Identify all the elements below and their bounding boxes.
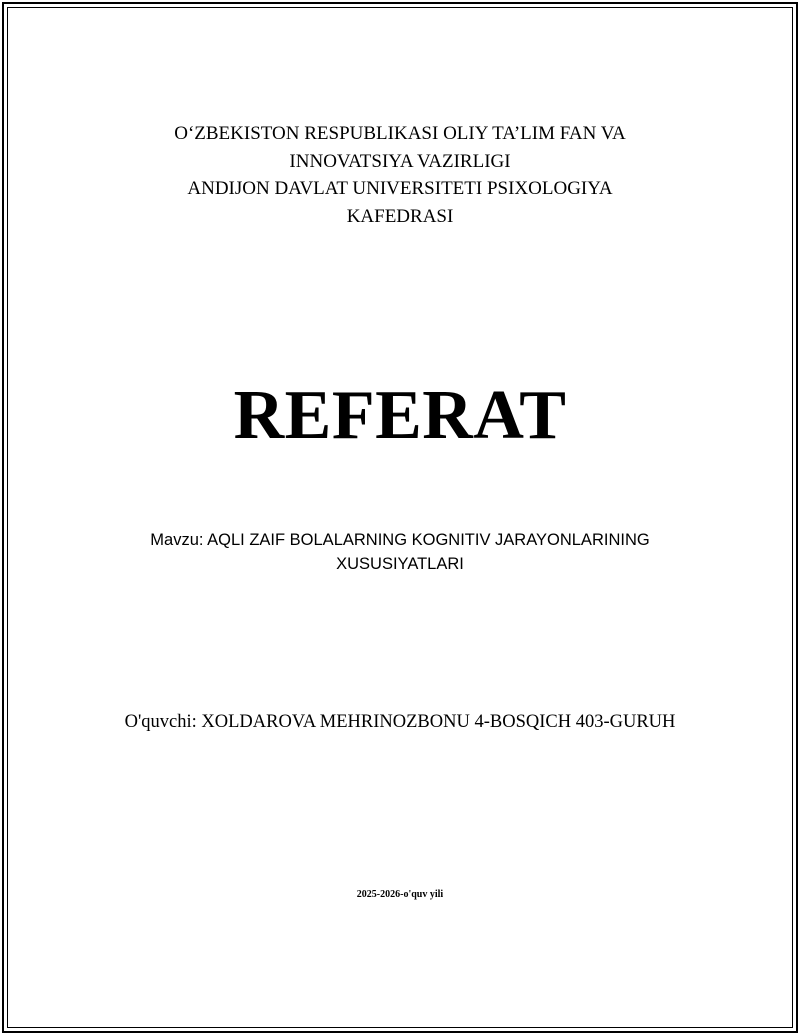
institution-header — [0, 120, 800, 230]
academic-year: 2025-2026-o'quv yili — [356, 889, 444, 900]
header-line: O‘ZBEKISTON RESPUBLIKASI OLIY TA’LIM FAN VA — [174, 123, 626, 144]
topic-line: XUSUSIYATLARI — [336, 555, 464, 573]
header-line: ANDIJON DAVLAT UNIVERSITETI PSIXOLOGIYA — [187, 178, 613, 199]
topic-line: Mavzu: AQLI ZAIF BOLALARNING KOGNITIV JARAYONLARINING — [150, 531, 650, 549]
topic — [0, 528, 800, 576]
header-line: INNOVATSIYA VAZIRLIGI — [289, 150, 511, 172]
document-title: REFERAT — [233, 377, 567, 454]
header-line: KAFEDRASI — [346, 205, 454, 227]
student-info: O'quvchi: XOLDAROVA MEHRINOZBONU 4-BOSQICH 403-GURUH — [124, 712, 676, 732]
